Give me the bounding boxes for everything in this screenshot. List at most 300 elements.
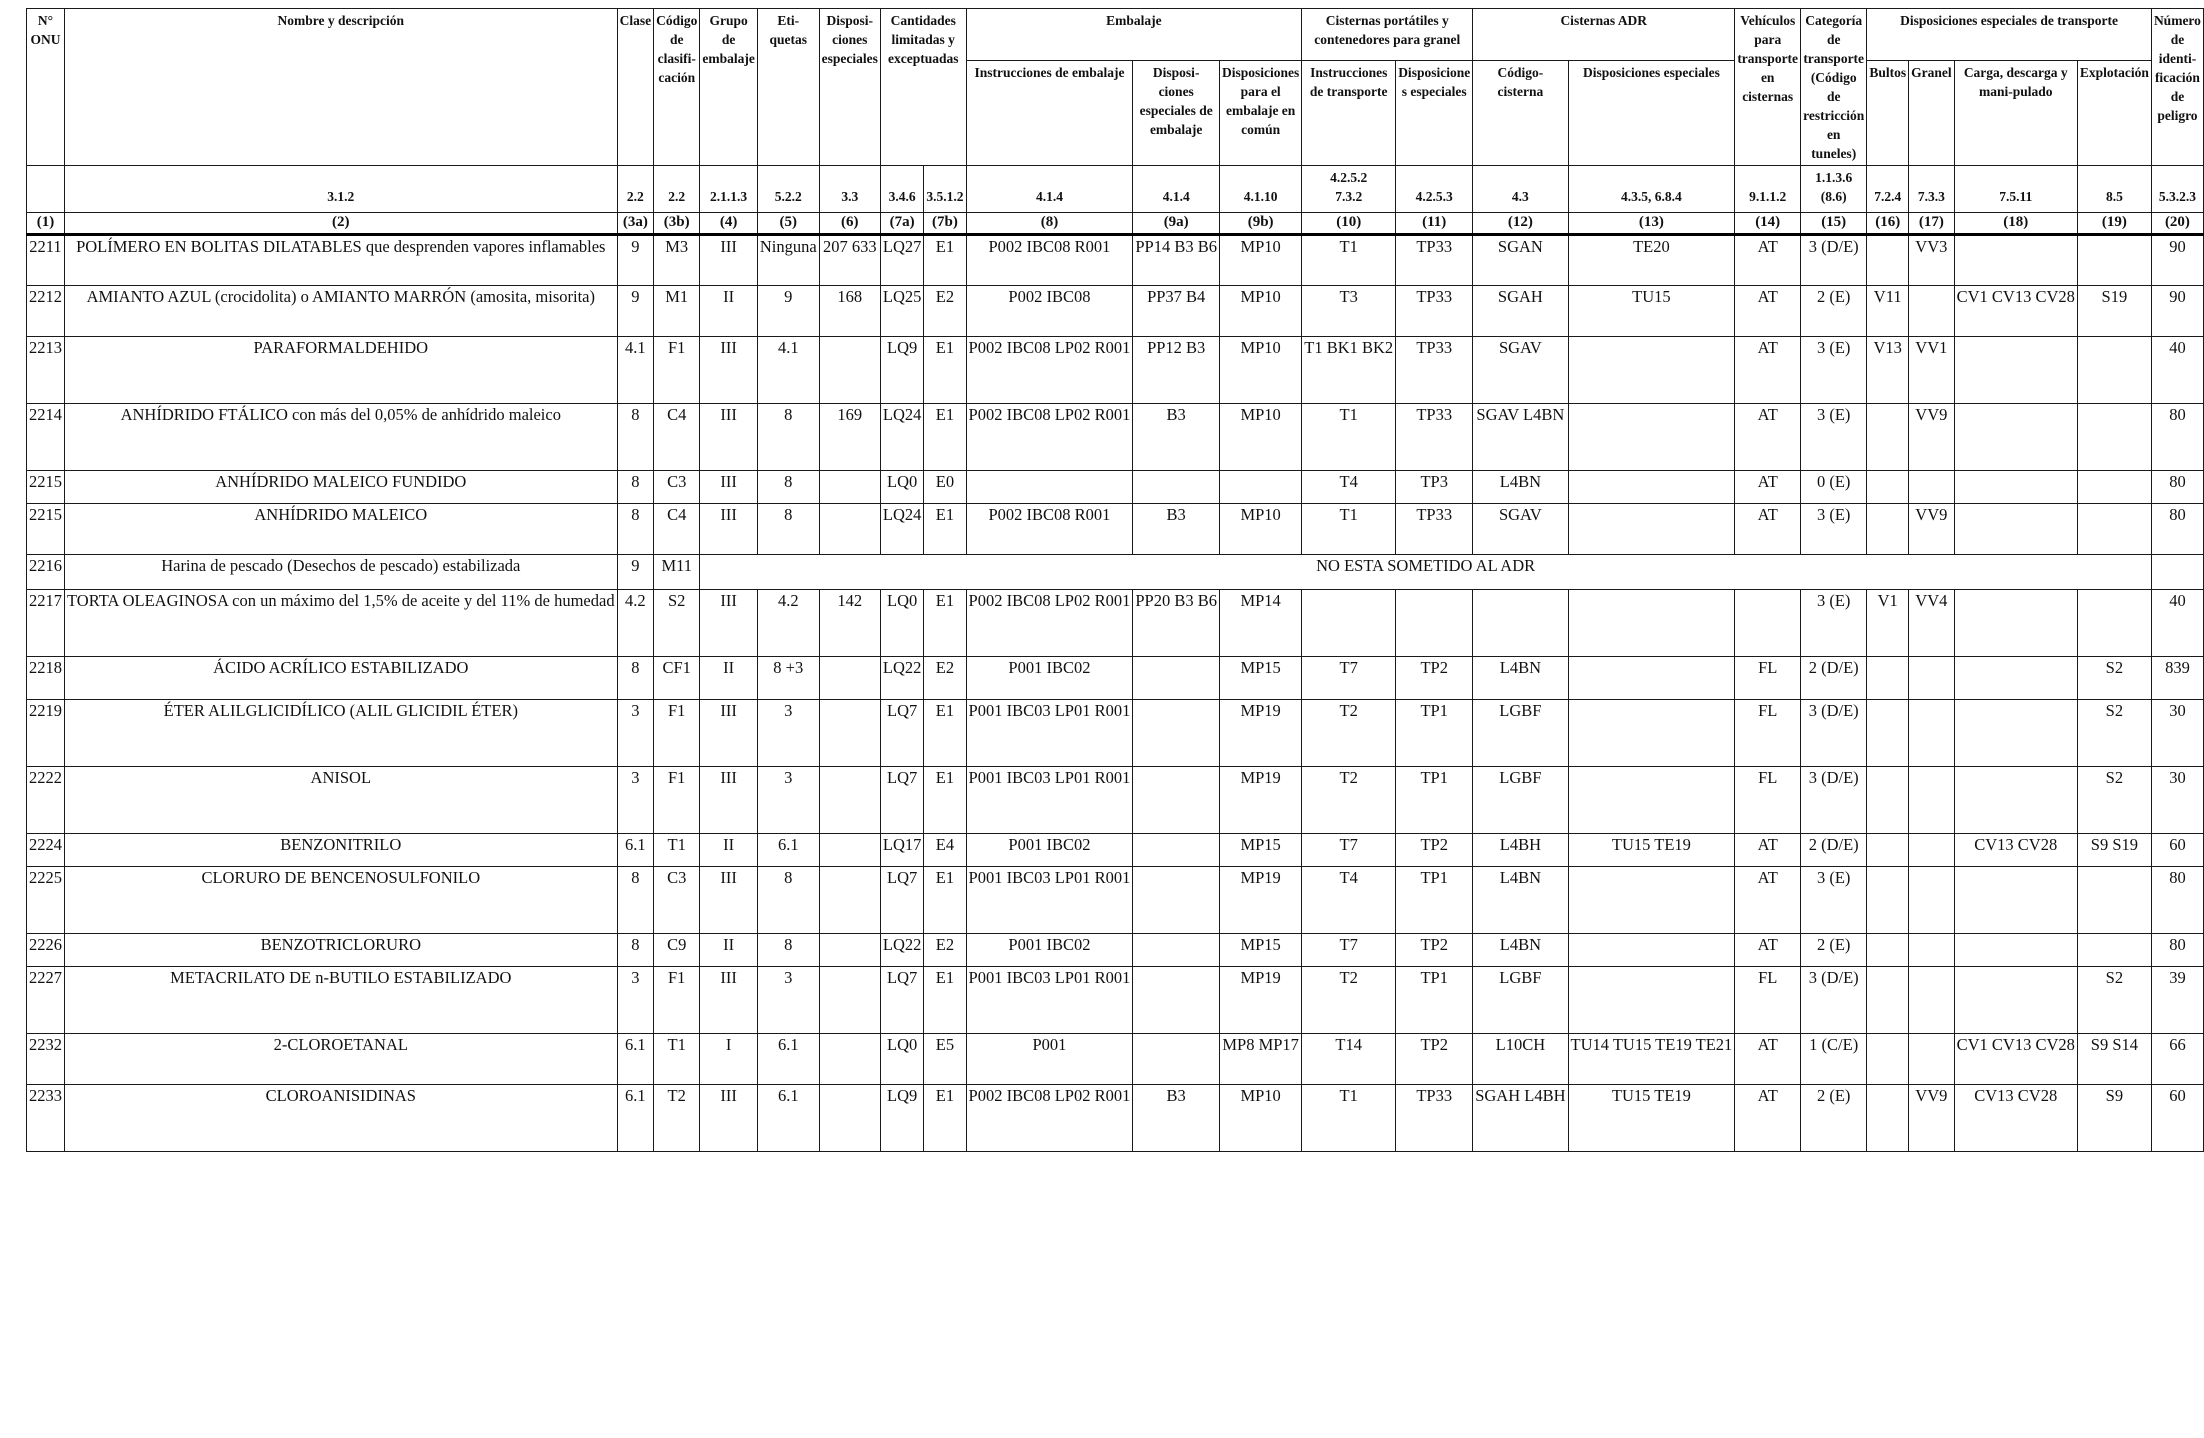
header-ref-cell: 4.1.4 [1133,166,1220,213]
data-cell [1867,1034,1909,1085]
un-number-cell: 2224 [27,834,65,867]
data-cell: II [700,286,757,337]
data-cell [1867,934,1909,967]
data-cell: T1 [1302,1085,1396,1152]
data-cell [1133,767,1220,834]
header-ref-cell: 4.1.4 [966,166,1133,213]
header-classification-code: Código de clasifi-cación [654,9,700,166]
data-cell: P001 IBC02 [966,934,1133,967]
header-colnum-cell: (9a) [1133,213,1220,235]
header-colnum-cell: (12) [1473,213,1568,235]
header-ref-cell: 4.2.5.2 7.3.2 [1302,166,1396,213]
data-cell: TP33 [1396,337,1473,404]
header-colnum-cell: (13) [1568,213,1735,235]
table-row [27,867,2204,934]
data-cell: TP33 [1396,504,1473,555]
data-cell [1133,967,1220,1034]
data-cell: TU15 TE19 [1568,834,1735,867]
data-cell: 30 [2151,767,2203,834]
name-cell: METACRILATO DE n-BUTILO ESTABILIZADO [65,967,618,1034]
data-cell: AT [1735,286,1801,337]
data-cell: VV3 [1909,235,1955,286]
table-row [27,934,2204,967]
data-cell [1867,867,1909,934]
header-ref-cell: 1.1.3.6 (8.6) [1801,166,1867,213]
data-cell: LQ0 [880,1034,924,1085]
data-cell [1220,471,1302,504]
data-cell: TP1 [1396,967,1473,1034]
adr-dangerous-goods-table [26,8,2204,1152]
name-cell: 2-CLOROETANAL [65,1034,618,1085]
data-cell: T4 [1302,471,1396,504]
data-cell: AT [1735,934,1801,967]
data-cell: 2 (E) [1801,934,1867,967]
data-cell: PP37 B4 [1133,286,1220,337]
header-labels: Eti-quetas [757,9,819,166]
data-cell [1867,967,1909,1034]
data-cell: L4BH [1473,834,1568,867]
data-cell: S2 [654,590,700,657]
data-cell: AT [1735,471,1801,504]
section-reference-row [27,166,2204,213]
data-cell: 2 (D/E) [1801,657,1867,700]
data-cell: P002 IBC08 LP02 R001 [966,1085,1133,1152]
data-cell [1568,404,1735,471]
data-cell: TP2 [1396,834,1473,867]
data-cell [1867,504,1909,555]
data-cell [1867,657,1909,700]
data-cell: VV4 [1909,590,1955,657]
data-cell: LQ24 [880,404,924,471]
data-cell [819,834,880,867]
data-cell [2077,934,2151,967]
data-cell: 169 [819,404,880,471]
data-cell: L4BN [1473,934,1568,967]
data-cell: 30 [2151,700,2203,767]
data-cell: E1 [924,404,966,471]
data-cell: 3 [617,767,654,834]
data-cell: L4BN [1473,657,1568,700]
header-colnum-cell: (3b) [654,213,700,235]
data-cell: 2 (E) [1801,286,1867,337]
header-ref-cell: 2.2 [654,166,700,213]
header-colnum-cell: (2) [65,213,618,235]
header-colnum-cell: (18) [1954,213,2077,235]
header-ref-cell: 2.2 [617,166,654,213]
data-cell: 3 [757,967,819,1034]
data-cell [2151,555,2203,590]
header-special-provisions: Disposi-ciones especiales [819,9,880,166]
un-number-cell: 2216 [27,555,65,590]
header-portable-instructions: Instrucciones de transporte [1302,61,1396,166]
data-cell: P001 IBC03 LP01 R001 [966,700,1133,767]
data-cell: AT [1735,337,1801,404]
data-cell: P002 IBC08 LP02 R001 [966,337,1133,404]
data-cell: S19 [2077,286,2151,337]
data-cell: 142 [819,590,880,657]
data-cell: LQ7 [880,700,924,767]
data-cell: 80 [2151,504,2203,555]
header-special-transport-provisions: Disposiciones especiales de transporte [1867,9,2152,61]
data-cell: P002 IBC08 LP02 R001 [966,590,1133,657]
data-cell: 60 [2151,834,2203,867]
header-limited-quantities: Cantidades limitadas y exceptuadas [880,9,966,166]
data-cell: T1 [1302,404,1396,471]
header-colnum-cell: (19) [2077,213,2151,235]
data-cell [1909,967,1955,1034]
data-cell: T4 [1302,867,1396,934]
data-cell: AT [1735,867,1801,934]
data-cell [819,337,880,404]
header-operation: Explotación [2077,61,2151,166]
data-cell [1568,700,1735,767]
data-cell: E1 [924,337,966,404]
data-cell: C4 [654,504,700,555]
data-cell: 3 (D/E) [1801,967,1867,1034]
header-loading: Carga, descarga y mani-pulado [1954,61,2077,166]
header-ref-cell: 3.5.1.2 [924,166,966,213]
name-cell: Harina de pescado (Desechos de pescado) estabilizada [65,555,618,590]
data-cell: III [700,504,757,555]
data-cell [1568,471,1735,504]
data-cell: SGAV L4BN [1473,404,1568,471]
data-cell: TP1 [1396,867,1473,934]
data-cell: P002 IBC08 R001 [966,504,1133,555]
data-cell: LQ22 [880,657,924,700]
un-number-cell: 2218 [27,657,65,700]
data-cell: CV1 CV13 CV28 [1954,1034,2077,1085]
data-cell: E4 [924,834,966,867]
data-cell: 80 [2151,867,2203,934]
data-cell: III [700,1085,757,1152]
header-colnum-cell: (15) [1801,213,1867,235]
data-cell: TP2 [1396,934,1473,967]
data-cell: P001 [966,1034,1133,1085]
data-cell [1867,404,1909,471]
un-number-cell: 2226 [27,934,65,967]
data-cell [1133,834,1220,867]
data-cell [1954,934,2077,967]
data-cell: SGAH L4BH [1473,1085,1568,1152]
data-cell: AT [1735,1034,1801,1085]
data-cell: 8 [757,471,819,504]
data-cell: CV13 CV28 [1954,1085,2077,1152]
data-cell: LQ25 [880,286,924,337]
table-row [27,700,2204,767]
data-cell: V1 [1867,590,1909,657]
data-cell [1133,867,1220,934]
data-cell: 40 [2151,337,2203,404]
header-portable-tanks: Cisternas portátiles y contenedores para granel [1302,9,1473,61]
data-cell [1867,767,1909,834]
data-cell: 3 (D/E) [1801,700,1867,767]
table-row [27,657,2204,700]
data-cell: MP8 MP17 [1220,1034,1302,1085]
header-hazard-number: Número de identi-ficación de peligro [2151,9,2203,166]
data-cell: MP10 [1220,337,1302,404]
header-ref-cell: 4.3.5, 6.8.4 [1568,166,1735,213]
data-cell: 66 [2151,1034,2203,1085]
data-cell: MP19 [1220,700,1302,767]
data-cell: TP3 [1396,471,1473,504]
data-cell: VV9 [1909,404,1955,471]
data-cell: 839 [2151,657,2203,700]
data-cell: II [700,934,757,967]
data-cell: T2 [1302,767,1396,834]
data-cell [819,767,880,834]
data-cell: 40 [2151,590,2203,657]
header-colnum-cell: (3a) [617,213,654,235]
data-cell: MP10 [1220,404,1302,471]
data-cell [819,1034,880,1085]
header-packing-special-provisions: Disposi-ciones especiales de embalaje [1133,61,1220,166]
data-cell [1909,657,1955,700]
data-cell: T2 [1302,700,1396,767]
data-cell: 3 (E) [1801,404,1867,471]
data-cell: III [700,235,757,286]
data-cell: CV1 CV13 CV28 [1954,286,2077,337]
data-cell [2077,337,2151,404]
data-cell: LQ17 [880,834,924,867]
data-cell: 6.1 [617,1085,654,1152]
data-cell: MP10 [1220,504,1302,555]
data-cell [1954,657,2077,700]
un-number-cell: 2212 [27,286,65,337]
un-number-cell: 2227 [27,967,65,1034]
data-cell: III [700,404,757,471]
data-cell: 6.1 [617,1034,654,1085]
data-cell: SGAN [1473,235,1568,286]
data-cell: F1 [654,337,700,404]
data-cell [1954,471,2077,504]
header-colnum-cell: (16) [1867,213,1909,235]
data-cell: PP14 B3 B6 [1133,235,1220,286]
header-transport-category: Categoría de transporte (Código de restricción en tuneles) [1801,9,1867,166]
data-cell: 168 [819,286,880,337]
data-cell [1568,934,1735,967]
data-cell: TU15 [1568,286,1735,337]
data-cell: P002 IBC08 R001 [966,235,1133,286]
header-colnum-cell: (17) [1909,213,1955,235]
data-cell [1867,1085,1909,1152]
table-row [27,834,2204,867]
header-ref-cell: 7.3.3 [1909,166,1955,213]
data-cell: MP19 [1220,767,1302,834]
column-number-row [27,213,2204,235]
data-cell: III [700,590,757,657]
data-cell [1954,404,2077,471]
data-cell: B3 [1133,404,1220,471]
data-cell: 9 [617,286,654,337]
un-number-cell: 2219 [27,700,65,767]
data-cell: AT [1735,504,1801,555]
header-ref-cell [27,166,65,213]
data-cell: FL [1735,657,1801,700]
not-subject-adr-cell: NO ESTA SOMETIDO AL ADR [700,555,2152,590]
data-cell: C3 [654,471,700,504]
data-cell: LGBF [1473,967,1568,1034]
data-cell: P001 IBC03 LP01 R001 [966,767,1133,834]
name-cell: ANHÍDRIDO FTÁLICO con más del 0,05% de anhídrido maleico [65,404,618,471]
data-cell: F1 [654,700,700,767]
table-row [27,471,2204,504]
data-cell: 80 [2151,404,2203,471]
data-cell: P001 IBC02 [966,834,1133,867]
header-colnum-cell: (6) [819,213,880,235]
data-cell [1133,471,1220,504]
data-cell: 1 (C/E) [1801,1034,1867,1085]
data-cell: TP33 [1396,286,1473,337]
data-cell: T7 [1302,834,1396,867]
name-cell: BENZONITRILO [65,834,618,867]
data-cell: V11 [1867,286,1909,337]
data-cell [1867,471,1909,504]
data-cell: E5 [924,1034,966,1085]
data-cell: P002 IBC08 [966,286,1133,337]
header-un-number: N° ONU [27,9,65,166]
data-cell [1954,504,2077,555]
data-cell: SGAH [1473,286,1568,337]
data-cell [2077,471,2151,504]
data-cell: 4.2 [757,590,819,657]
data-cell: 9 [757,286,819,337]
data-cell [1954,867,2077,934]
un-number-cell: 2217 [27,590,65,657]
un-number-cell: 2225 [27,867,65,934]
data-cell: TP33 [1396,1085,1473,1152]
data-cell: E1 [924,235,966,286]
header-class: Clase [617,9,654,166]
data-cell [1909,471,1955,504]
data-cell: C3 [654,867,700,934]
data-cell: 4.2 [617,590,654,657]
data-cell: T1 [654,1034,700,1085]
data-cell [1909,934,1955,967]
data-cell [1568,767,1735,834]
data-cell: SGAV [1473,504,1568,555]
data-cell: L4BN [1473,471,1568,504]
data-cell [819,1085,880,1152]
data-cell: M3 [654,235,700,286]
data-cell [1568,337,1735,404]
data-cell: LQ9 [880,1085,924,1152]
table-body [27,235,2204,1152]
data-cell [1909,700,1955,767]
header-ref-cell: 7.2.4 [1867,166,1909,213]
data-cell: MP10 [1220,1085,1302,1152]
header-colnum-cell: (20) [2151,213,2203,235]
data-cell [1568,504,1735,555]
data-cell: III [700,967,757,1034]
data-cell [2077,504,2151,555]
un-number-cell: 2214 [27,404,65,471]
data-cell: T3 [1302,286,1396,337]
table-row [27,337,2204,404]
data-cell: 3 (E) [1801,504,1867,555]
data-cell: E1 [924,590,966,657]
data-cell: TU14 TU15 TE19 TE21 [1568,1034,1735,1085]
data-cell: CF1 [654,657,700,700]
data-cell: C4 [654,404,700,471]
data-cell: TP33 [1396,404,1473,471]
header-ref-cell: 4.1.10 [1220,166,1302,213]
data-cell [1133,700,1220,767]
data-cell: 3 (D/E) [1801,235,1867,286]
data-cell: 8 [617,504,654,555]
data-cell: V13 [1867,337,1909,404]
table-row [27,590,2204,657]
data-cell: PP20 B3 B6 [1133,590,1220,657]
table-row [27,767,2204,834]
data-cell [819,700,880,767]
data-cell: 3 [757,700,819,767]
data-cell: T14 [1302,1034,1396,1085]
data-cell: C9 [654,934,700,967]
data-cell: TU15 TE19 [1568,1085,1735,1152]
header-colnum-cell: (4) [700,213,757,235]
data-cell: TP1 [1396,767,1473,834]
data-cell: 60 [2151,1085,2203,1152]
data-cell [1867,235,1909,286]
header-colnum-cell: (14) [1735,213,1801,235]
data-cell [819,967,880,1034]
data-cell: 39 [2151,967,2203,1034]
data-cell [1302,590,1396,657]
data-cell [1867,834,1909,867]
data-cell: 3 (E) [1801,337,1867,404]
header-tank-code: Código-cisterna [1473,61,1568,166]
name-cell: POLÍMERO EN BOLITAS DILATABLES que desprenden vapores inflamables [65,235,618,286]
data-cell: E2 [924,934,966,967]
data-cell: 0 (E) [1801,471,1867,504]
data-cell: 9 [617,555,654,590]
data-cell: P001 IBC03 LP01 R001 [966,867,1133,934]
data-cell: LGBF [1473,767,1568,834]
data-cell: LQ27 [880,235,924,286]
data-cell: MP10 [1220,235,1302,286]
header-packaging: Embalaje [966,9,1302,61]
data-cell [966,471,1133,504]
data-cell: 9 [617,235,654,286]
data-cell: LQ7 [880,767,924,834]
data-cell: 2 (D/E) [1801,834,1867,867]
data-cell: 6.1 [617,834,654,867]
data-cell: LGBF [1473,700,1568,767]
data-cell: S2 [2077,700,2151,767]
header-packing-group: Grupo de embalaje [700,9,757,166]
un-number-cell: 2211 [27,235,65,286]
header-ref-cell: 3.4.6 [880,166,924,213]
data-cell: S9 S14 [2077,1034,2151,1085]
table-row [27,967,2204,1034]
header-name: Nombre y descripción [65,9,618,166]
un-number-cell: 2215 [27,504,65,555]
header-tank-vehicle: Vehículos para transporte en cisternas [1735,9,1801,166]
name-cell: ANHÍDRIDO MALEICO [65,504,618,555]
header-ref-cell: 9.1.1.2 [1735,166,1801,213]
data-cell: III [700,867,757,934]
data-cell: E0 [924,471,966,504]
name-cell: ÉTER ALILGLICIDÍLICO (ALIL GLICIDIL ÉTER) [65,700,618,767]
header-ref-cell: 8.5 [2077,166,2151,213]
data-cell: F1 [654,767,700,834]
data-cell: 8 [757,504,819,555]
data-cell [2077,867,2151,934]
table-row [27,504,2204,555]
data-cell [1954,967,2077,1034]
data-cell [819,471,880,504]
data-cell: SGAV [1473,337,1568,404]
